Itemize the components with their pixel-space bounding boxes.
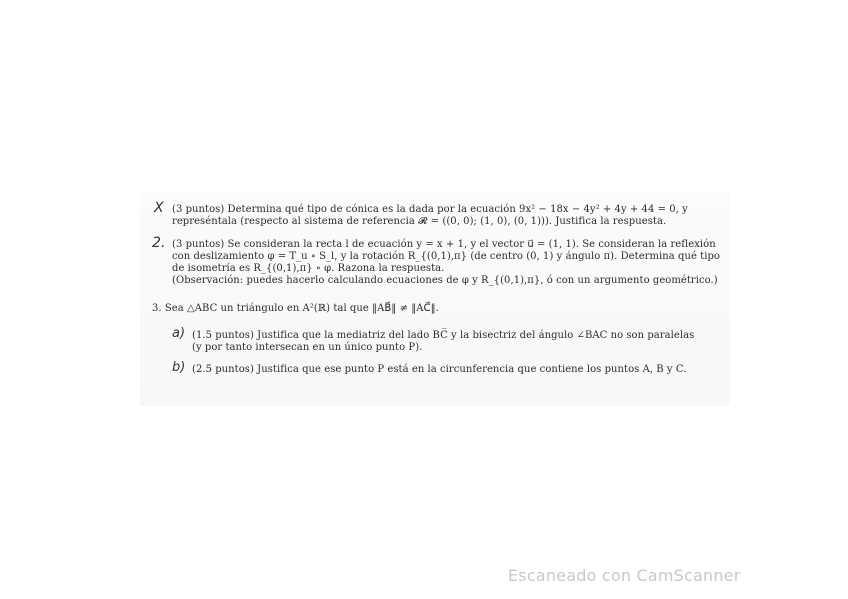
- problem-3-statement: 3. Sea △ABC un triángulo en A²(ℝ) tal que ‖AB⃗‖ ≠ ‖AC⃗‖.: [152, 303, 439, 314]
- problem-3-part-b: [172, 360, 712, 376]
- part-a-line-2: (y por tanto intersecan en un único punto P).: [192, 342, 423, 353]
- part-b-line-1: (2.5 puntos) Justifica que ese punto P está en la circunferencia que contiene los puntos A, B y C.: [192, 364, 687, 375]
- problem-2-line-1: (3 puntos) Se consideran la recta l de ecuación y = x + 1, y el vector u⃗ = (1, 1). Se consideran la reflexión: [172, 239, 716, 250]
- problem-1-line-2: represéntala (respecto al sistema de referencia 𝓡 = ((0, 0); (1, 0), (0, 1))). Justifica la respuesta.: [172, 216, 667, 227]
- problem-1: [154, 200, 712, 228]
- problem-2-line-3: de isometría es R_{(0,1),π} ∘ φ. Razona la respuesta.: [172, 263, 445, 274]
- problem-2-line-2: con deslizamiento φ = T_u ∘ S_l, y la rotación R_{(0,1),π} (de centro (0, 1) y ángulo π). Determina qué tipo: [172, 251, 720, 262]
- part-b-label: b): [172, 360, 186, 375]
- problem-2: [152, 235, 720, 287]
- part-a-line-1: (1.5 puntos) Justifica que la mediatriz del lado BC̅ y la bisectriz del ángulo ∠BAC no son paralelas: [192, 330, 695, 341]
- problem-3-part-a: [172, 326, 712, 354]
- part-a-label: a): [172, 326, 186, 341]
- problem-1-handwritten-mark: X: [154, 200, 164, 216]
- problem-3: [152, 303, 712, 315]
- problem-2-observation: (Observación: puedes hacerlo calculando ecuaciones de φ y R_{(0,1),π}, ó con un argumento geométrico.): [172, 275, 718, 286]
- problem-2-handwritten-mark: 2.: [152, 235, 166, 251]
- problem-1-line-1: (3 puntos) Determina qué tipo de cónica es la dada por la ecuación 9x² − 18x − 4y² + 4y + 44 = 0, y: [172, 204, 688, 215]
- camscanner-watermark: Escaneado con CamScanner: [508, 566, 741, 585]
